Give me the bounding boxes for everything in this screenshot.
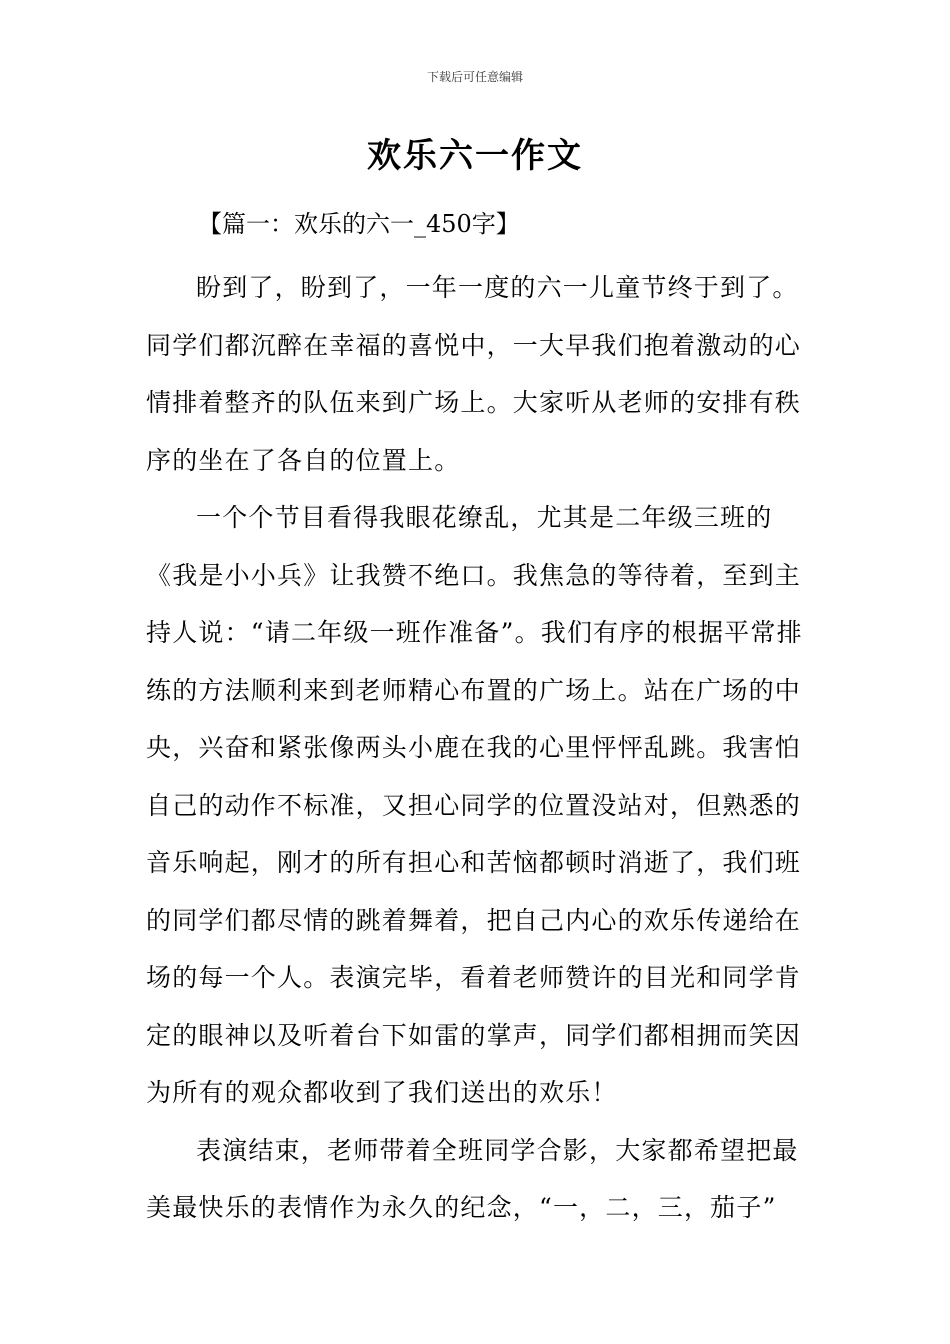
paragraph-1: 盼到了，盼到了，一年一度的六一儿童节终于到了。同学们都沉醉在幸福的喜悦中，一大早我们抱着激动的心情排着整齐的队伍来到广场上。大家听从老师的安排有秩序的坐在了各自的位置上。 (146, 273, 802, 475)
paragraph-2: 一个个节目看得我眼花缭乱，尤其是二年级三班的《我是小小兵》让我赞不绝口。我焦急的等待着，至到主持人说：“请二年级一班作准备”。我们有序的根据平常排练的方法顺利来到老师精心布置的广场上。站在广场的中央，兴奋和紧张像两头小鹿在我的心里怦怦乱跳。我害怕自己的动作不标准，又担心同学的位置没站对，但熟悉的音乐响起，刚才的所有担心和苦恼都顿时消逝了，我们班的同学们都尽情的跳着舞着，把自己内心的欢乐传递给在场的每一个人。表演完毕，看着老师赞许的目光和同学肯定的眼神以及听着台下如雷的掌声，同学们都相拥而笑因为所有的观众都收到了我们送出的欢乐！ (146, 503, 803, 1107)
header-note: 下载后可任意编辑 (426, 70, 523, 84)
essay-body (146, 259, 810, 1237)
paragraph-3: 表演结束，老师带着全班同学合影，大家都希望把最美最快乐的表情作为永久的纪念，“一，二，三，茄子” (146, 1135, 799, 1222)
section-heading: 【篇一：欢乐的六一_450字】 (198, 210, 520, 238)
document-title: 欢乐六一作文 (367, 136, 583, 176)
